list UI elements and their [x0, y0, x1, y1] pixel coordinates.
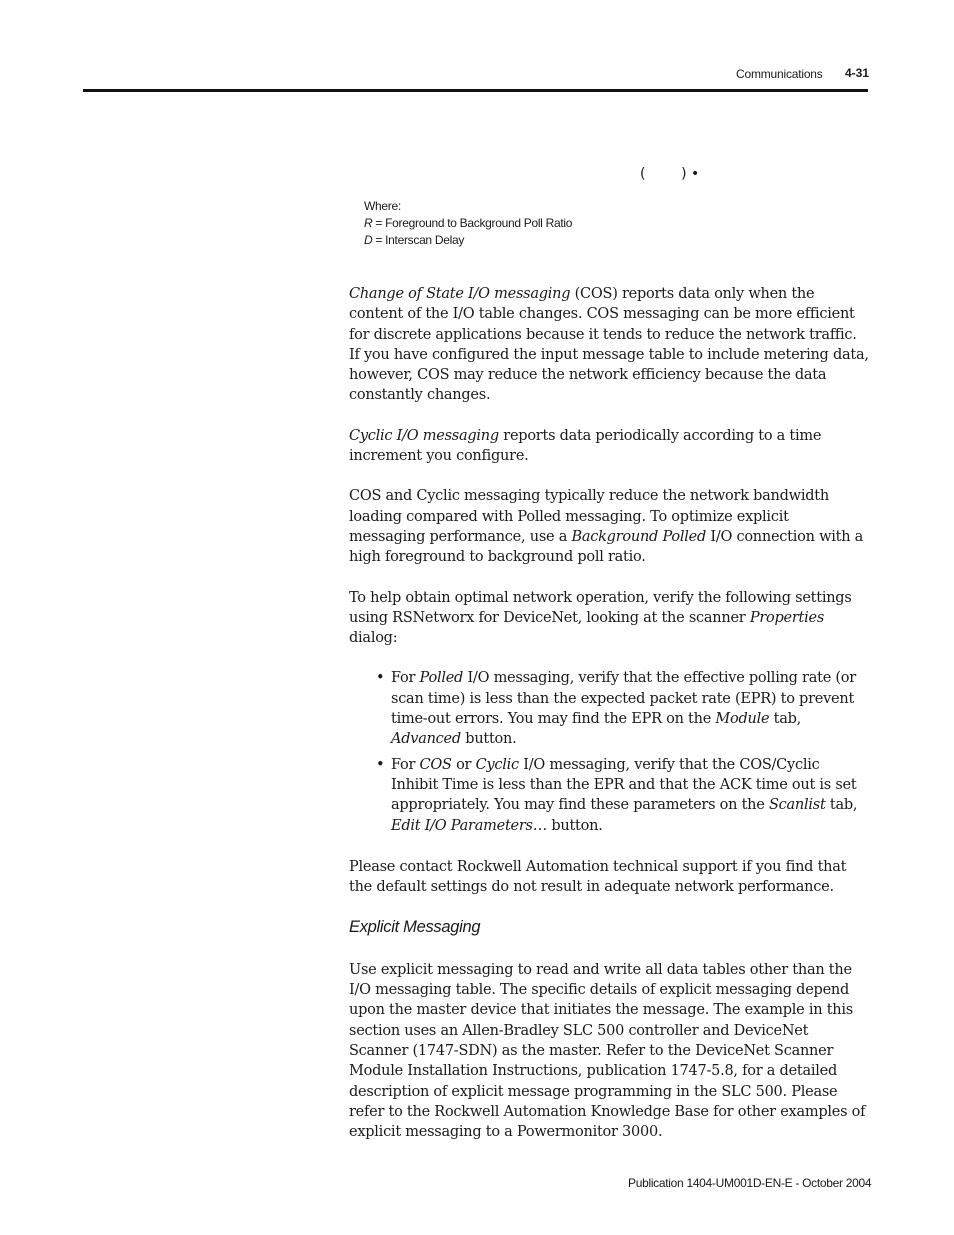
bullet-polled: [376, 668, 869, 749]
bullet-polled-term-3: Advanced: [391, 731, 461, 748]
bullet-cos-term-3: Scanlist: [768, 797, 826, 814]
bullet-marker: •: [376, 670, 385, 687]
paragraph-verify-settings: [349, 588, 869, 649]
bullet-cos-text-3: I/O messaging, verify that the COS/Cyclic Inhibit Time is less than the EPR and that the ACK time out is set appropriately. You may find these parameters on the: [391, 756, 857, 814]
paragraph-cyclic-term: Cyclic I/O messaging: [349, 427, 499, 444]
bullet-polled-text-2: I/O messaging, verify that the effective polling rate (or scan time) is less than the expected packet rate (EPR) to prevent time-out errors. You may find the EPR on the: [391, 670, 856, 728]
header-rule: [83, 89, 868, 92]
bullet-cos-cyclic: [376, 755, 869, 836]
paragraph-bandwidth-text-1: COS and Cyclic messaging typically reduce the network bandwidth loading compared with Polled messaging. To optimize explicit messaging performance, use a: [349, 488, 829, 545]
paragraph-bandwidth-term: Background Polled: [571, 528, 706, 545]
paragraph-bandwidth-text-2: I/O connection with a high foreground to background poll ratio.: [349, 528, 864, 566]
bullet-polled-text-1: For: [391, 670, 420, 687]
bullet-marker: •: [376, 756, 385, 773]
where-r-variable: R: [364, 216, 373, 230]
paragraph-bandwidth: [349, 486, 869, 567]
where-r-definition: [364, 215, 572, 232]
bullet-cos-term-2: Cyclic: [475, 756, 519, 773]
settings-bullet-list: [349, 668, 869, 835]
formula-fragment: ( ) •: [640, 166, 700, 182]
paragraph-verify-term: Properties: [749, 609, 825, 626]
running-header-section: Communications: [736, 67, 823, 81]
where-r-description: = Foreground to Background Poll Ratio: [372, 216, 573, 230]
bullet-polled-text-4: button.: [460, 731, 517, 748]
paragraph-verify-text-1: To help obtain optimal network operation, verify the following settings using RSNetworx for DeviceNet, looking at the scanner: [349, 589, 852, 626]
bullet-cos-text-2: or: [451, 756, 476, 773]
paragraph-cos: [349, 284, 869, 406]
paragraph-support: Please contact Rockwell Automation technical support if you find that the default settings do not result in adequate network performance.: [349, 858, 847, 896]
bullet-cos-text-5: button.: [547, 817, 603, 834]
paragraph-explicit: Use explicit messaging to read and write all data tables other than the I/O messaging table. The specific details of explicit messaging depend upon the master device that initiates the message. The example in this section uses an Allen-Bradley SLC 500 controller and DeviceNet Scanner (1747-SDN) as the master. Refer to the DeviceNet Scanner Module Installation Instructions, publication 1747-5.8, for a detailed description of explicit message programming in the SLC 500. Please refer to the Rockwell Automation Knowledge Base for other examples of explicit messaging to a Powermonitor 3000.: [349, 961, 866, 1141]
running-header-page-number: 4-31: [845, 66, 870, 80]
paragraph-cyclic: [349, 426, 869, 467]
bullet-polled-term-1: Polled: [419, 670, 464, 687]
paragraph-verify-text-2: dialog:: [349, 630, 398, 647]
where-d-description: = Interscan Delay: [372, 233, 465, 247]
footer-publication: Publication 1404-UM001D-EN-E - October 2004: [628, 1176, 872, 1190]
bullet-cos-term-1: COS: [419, 756, 452, 773]
where-d-definition: [364, 232, 572, 249]
bullet-polled-text-3: tab,: [769, 711, 802, 728]
where-d-variable: D: [364, 233, 373, 247]
bullet-cos-text-4: tab,: [825, 797, 858, 814]
where-label: Where:: [364, 199, 401, 213]
paragraph-cos-text: (COS) reports data only when the content of the I/O table changes. COS messaging can be more efficient for discrete applications because it tends to reduce the network traffic. If you have configured the input message table to include metering data, however, COS may reduce the network efficiency because the data constantly changes.: [349, 286, 869, 404]
formula-where-block: [364, 198, 572, 249]
bullet-polled-term-2: Module: [715, 711, 770, 728]
bullet-cos-text-1: For: [391, 756, 420, 773]
subheading-explicit-messaging: Explicit Messaging: [349, 918, 481, 937]
bullet-cos-term-4: Edit I/O Parameters…: [391, 817, 547, 834]
paragraph-cyclic-text: reports data periodically according to a time increment you configure.: [349, 427, 822, 465]
main-body: [349, 284, 869, 1162]
paragraph-cos-term: Change of State I/O messaging: [349, 286, 571, 302]
